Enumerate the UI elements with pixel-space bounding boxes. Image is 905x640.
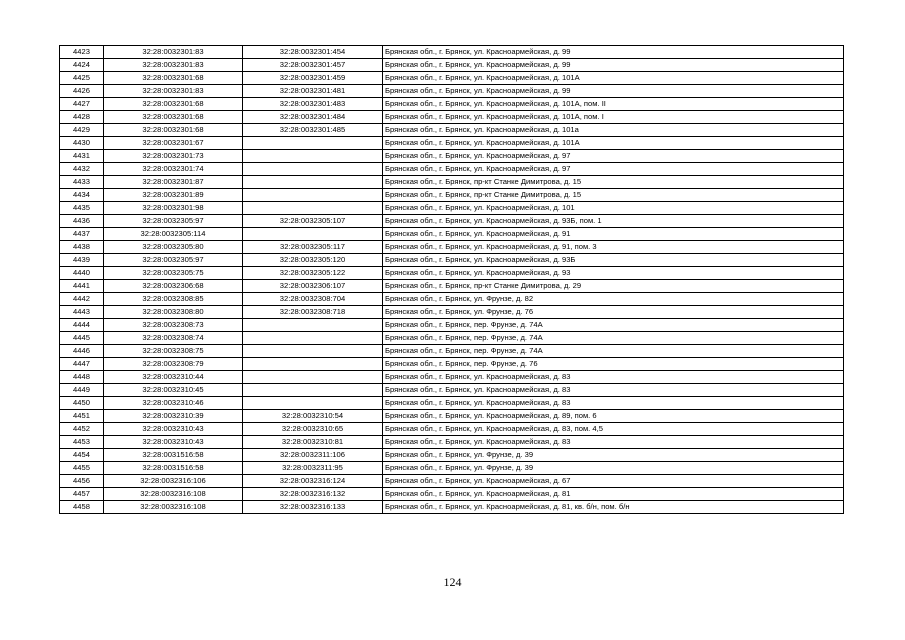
address-cell: Брянская обл., г. Брянск, ул. Фрунзе, д. 76 xyxy=(383,306,844,319)
land-cadastral-number-cell: 32:28:0032310:46 xyxy=(104,397,243,410)
object-cadastral-number-cell xyxy=(243,202,383,215)
address-cell: Брянская обл., г. Брянск, ул. Красноармейская, д. 83, пом. 4,5 xyxy=(383,423,844,436)
land-cadastral-number-cell: 32:28:0032301:67 xyxy=(104,137,243,150)
object-cadastral-number-cell: 32:28:0032301:483 xyxy=(243,98,383,111)
table-row xyxy=(60,423,844,436)
address-cell: Брянская обл., г. Брянск, ул. Фрунзе, д. 39 xyxy=(383,462,844,475)
land-cadastral-number-cell: 32:28:0032305:97 xyxy=(104,254,243,267)
row-number-cell: 4458 xyxy=(60,501,104,514)
table-row xyxy=(60,137,844,150)
land-cadastral-number-cell: 32:28:0032316:106 xyxy=(104,475,243,488)
row-number-cell: 4423 xyxy=(60,46,104,59)
row-number-cell: 4457 xyxy=(60,488,104,501)
address-cell: Брянская обл., г. Брянск, ул. Красноармейская, д. 99 xyxy=(383,46,844,59)
registry-table xyxy=(59,45,844,514)
address-cell: Брянская обл., г. Брянск, ул. Красноармейская, д. 101А, пом. I xyxy=(383,111,844,124)
object-cadastral-number-cell: 32:28:0032310:54 xyxy=(243,410,383,423)
object-cadastral-number-cell: 32:28:0032301:485 xyxy=(243,124,383,137)
table-row xyxy=(60,111,844,124)
land-cadastral-number-cell: 32:28:0032310:43 xyxy=(104,423,243,436)
land-cadastral-number-cell: 32:28:0032308:75 xyxy=(104,345,243,358)
address-cell: Брянская обл., г. Брянск, ул. Красноармейская, д. 83 xyxy=(383,371,844,384)
address-cell: Брянская обл., г. Брянск, ул. Красноармейская, д. 81, кв. б/н, пом. б/н xyxy=(383,501,844,514)
table-row xyxy=(60,384,844,397)
registry-table-body xyxy=(60,46,844,514)
row-number-cell: 4456 xyxy=(60,475,104,488)
object-cadastral-number-cell: 32:28:0032311:106 xyxy=(243,449,383,462)
table-row xyxy=(60,202,844,215)
table-row xyxy=(60,228,844,241)
row-number-cell: 4438 xyxy=(60,241,104,254)
row-number-cell: 4454 xyxy=(60,449,104,462)
object-cadastral-number-cell: 32:28:0032301:484 xyxy=(243,111,383,124)
row-number-cell: 4436 xyxy=(60,215,104,228)
table-row xyxy=(60,501,844,514)
table-row xyxy=(60,267,844,280)
address-cell: Брянская обл., г. Брянск, ул. Красноармейская, д. 83 xyxy=(383,436,844,449)
land-cadastral-number-cell: 32:28:0032301:68 xyxy=(104,124,243,137)
table-row xyxy=(60,72,844,85)
land-cadastral-number-cell: 32:28:0032308:79 xyxy=(104,358,243,371)
object-cadastral-number-cell: 32:28:0032305:120 xyxy=(243,254,383,267)
object-cadastral-number-cell xyxy=(243,137,383,150)
address-cell: Брянская обл., г. Брянск, пр-кт Станке Димитрова, д. 15 xyxy=(383,189,844,202)
object-cadastral-number-cell: 32:28:0032316:133 xyxy=(243,501,383,514)
page-number: 124 xyxy=(443,575,462,589)
land-cadastral-number-cell: 32:28:0031516:58 xyxy=(104,462,243,475)
row-number-cell: 4446 xyxy=(60,345,104,358)
object-cadastral-number-cell xyxy=(243,358,383,371)
object-cadastral-number-cell xyxy=(243,189,383,202)
land-cadastral-number-cell: 32:28:0032301:89 xyxy=(104,189,243,202)
object-cadastral-number-cell xyxy=(243,332,383,345)
table-row xyxy=(60,319,844,332)
table-row xyxy=(60,358,844,371)
table-row xyxy=(60,371,844,384)
row-number-cell: 4426 xyxy=(60,85,104,98)
table-row xyxy=(60,306,844,319)
object-cadastral-number-cell: 32:28:0032316:132 xyxy=(243,488,383,501)
row-number-cell: 4455 xyxy=(60,462,104,475)
table-row xyxy=(60,293,844,306)
table-row xyxy=(60,436,844,449)
table-row xyxy=(60,189,844,202)
land-cadastral-number-cell: 32:28:0032301:74 xyxy=(104,163,243,176)
row-number-cell: 4431 xyxy=(60,150,104,163)
table-row xyxy=(60,397,844,410)
table-row xyxy=(60,241,844,254)
object-cadastral-number-cell: 32:28:0032310:81 xyxy=(243,436,383,449)
land-cadastral-number-cell: 32:28:0032301:68 xyxy=(104,72,243,85)
table-row xyxy=(60,449,844,462)
address-cell: Брянская обл., г. Брянск, ул. Красноармейская, д. 93 xyxy=(383,267,844,280)
row-number-cell: 4434 xyxy=(60,189,104,202)
object-cadastral-number-cell xyxy=(243,228,383,241)
land-cadastral-number-cell: 32:28:0032316:108 xyxy=(104,488,243,501)
address-cell: Брянская обл., г. Брянск, пр-кт Станке Димитрова, д. 29 xyxy=(383,280,844,293)
land-cadastral-number-cell: 32:28:0032301:98 xyxy=(104,202,243,215)
row-number-cell: 4448 xyxy=(60,371,104,384)
address-cell: Брянская обл., г. Брянск, ул. Красноармейская, д. 81 xyxy=(383,488,844,501)
object-cadastral-number-cell xyxy=(243,319,383,332)
table-row xyxy=(60,124,844,137)
row-number-cell: 4450 xyxy=(60,397,104,410)
object-cadastral-number-cell xyxy=(243,397,383,410)
table-row xyxy=(60,46,844,59)
address-cell: Брянская обл., г. Брянск, ул. Красноармейская, д. 83 xyxy=(383,384,844,397)
address-cell: Брянская обл., г. Брянск, ул. Красноармейская, д. 101 xyxy=(383,202,844,215)
land-cadastral-number-cell: 32:28:0032308:85 xyxy=(104,293,243,306)
object-cadastral-number-cell: 32:28:0032305:122 xyxy=(243,267,383,280)
row-number-cell: 4453 xyxy=(60,436,104,449)
land-cadastral-number-cell: 32:28:0032310:45 xyxy=(104,384,243,397)
address-cell: Брянская обл., г. Брянск, пер. Фрунзе, д. 74А xyxy=(383,319,844,332)
land-cadastral-number-cell: 32:28:0032301:87 xyxy=(104,176,243,189)
row-number-cell: 4429 xyxy=(60,124,104,137)
object-cadastral-number-cell: 32:28:0032301:481 xyxy=(243,85,383,98)
address-cell: Брянская обл., г. Брянск, пер. Фрунзе, д. 76 xyxy=(383,358,844,371)
row-number-cell: 4432 xyxy=(60,163,104,176)
row-number-cell: 4451 xyxy=(60,410,104,423)
address-cell: Брянская обл., г. Брянск, ул. Красноармейская, д. 83 xyxy=(383,397,844,410)
object-cadastral-number-cell xyxy=(243,371,383,384)
row-number-cell: 4439 xyxy=(60,254,104,267)
address-cell: Брянская обл., г. Брянск, ул. Красноармейская, д. 91 xyxy=(383,228,844,241)
object-cadastral-number-cell: 32:28:0032306:107 xyxy=(243,280,383,293)
object-cadastral-number-cell xyxy=(243,176,383,189)
land-cadastral-number-cell: 32:28:0032316:108 xyxy=(104,501,243,514)
address-cell: Брянская обл., г. Брянск, ул. Красноармейская, д. 67 xyxy=(383,475,844,488)
land-cadastral-number-cell: 32:28:0032305:97 xyxy=(104,215,243,228)
address-cell: Брянская обл., г. Брянск, ул. Красноармейская, д. 101А, пом. II xyxy=(383,98,844,111)
land-cadastral-number-cell: 32:28:0032301:83 xyxy=(104,46,243,59)
table-row xyxy=(60,85,844,98)
row-number-cell: 4430 xyxy=(60,137,104,150)
address-cell: Брянская обл., г. Брянск, пр-кт Станке Димитрова, д. 15 xyxy=(383,176,844,189)
land-cadastral-number-cell: 32:28:0032305:80 xyxy=(104,241,243,254)
object-cadastral-number-cell: 32:28:0032301:457 xyxy=(243,59,383,72)
row-number-cell: 4441 xyxy=(60,280,104,293)
row-number-cell: 4424 xyxy=(60,59,104,72)
table-row xyxy=(60,163,844,176)
land-cadastral-number-cell: 32:28:0032305:75 xyxy=(104,267,243,280)
address-cell: Брянская обл., г. Брянск, пер. Фрунзе, д. 74А xyxy=(383,345,844,358)
row-number-cell: 4442 xyxy=(60,293,104,306)
address-cell: Брянская обл., г. Брянск, ул. Красноармейская, д. 101А xyxy=(383,72,844,85)
table-row xyxy=(60,150,844,163)
land-cadastral-number-cell: 32:28:0032301:73 xyxy=(104,150,243,163)
address-cell: Брянская обл., г. Брянск, ул. Красноармейская, д. 93Б xyxy=(383,254,844,267)
address-cell: Брянская обл., г. Брянск, ул. Красноармейская, д. 89, пом. 6 xyxy=(383,410,844,423)
row-number-cell: 4440 xyxy=(60,267,104,280)
table-row xyxy=(60,98,844,111)
object-cadastral-number-cell: 32:28:0032305:107 xyxy=(243,215,383,228)
address-cell: Брянская обл., г. Брянск, ул. Фрунзе, д. 82 xyxy=(383,293,844,306)
table-row xyxy=(60,59,844,72)
table-row xyxy=(60,488,844,501)
table-row xyxy=(60,215,844,228)
land-cadastral-number-cell: 32:28:0032308:80 xyxy=(104,306,243,319)
address-cell: Брянская обл., г. Брянск, пер. Фрунзе, д. 74А xyxy=(383,332,844,345)
object-cadastral-number-cell: 32:28:0032316:124 xyxy=(243,475,383,488)
address-cell: Брянская обл., г. Брянск, ул. Фрунзе, д. 39 xyxy=(383,449,844,462)
row-number-cell: 4428 xyxy=(60,111,104,124)
land-cadastral-number-cell: 32:28:0032308:74 xyxy=(104,332,243,345)
table-row xyxy=(60,410,844,423)
table-row xyxy=(60,475,844,488)
object-cadastral-number-cell: 32:28:0032301:459 xyxy=(243,72,383,85)
row-number-cell: 4449 xyxy=(60,384,104,397)
land-cadastral-number-cell: 32:28:0032310:43 xyxy=(104,436,243,449)
table-row xyxy=(60,332,844,345)
object-cadastral-number-cell: 32:28:0032308:704 xyxy=(243,293,383,306)
address-cell: Брянская обл., г. Брянск, ул. Красноармейская, д. 99 xyxy=(383,85,844,98)
object-cadastral-number-cell xyxy=(243,163,383,176)
row-number-cell: 4433 xyxy=(60,176,104,189)
row-number-cell: 4452 xyxy=(60,423,104,436)
object-cadastral-number-cell: 32:28:0032308:718 xyxy=(243,306,383,319)
land-cadastral-number-cell: 32:28:0032310:39 xyxy=(104,410,243,423)
object-cadastral-number-cell: 32:28:0032301:454 xyxy=(243,46,383,59)
row-number-cell: 4445 xyxy=(60,332,104,345)
address-cell: Брянская обл., г. Брянск, ул. Красноармейская, д. 99 xyxy=(383,59,844,72)
row-number-cell: 4437 xyxy=(60,228,104,241)
land-cadastral-number-cell: 32:28:0032305:114 xyxy=(104,228,243,241)
address-cell: Брянская обл., г. Брянск, ул. Красноармейская, д. 101А xyxy=(383,137,844,150)
address-cell: Брянская обл., г. Брянск, ул. Красноармейская, д. 91, пом. 3 xyxy=(383,241,844,254)
object-cadastral-number-cell xyxy=(243,345,383,358)
table-row xyxy=(60,280,844,293)
land-cadastral-number-cell: 32:28:0032306:68 xyxy=(104,280,243,293)
land-cadastral-number-cell: 32:28:0032301:83 xyxy=(104,85,243,98)
object-cadastral-number-cell xyxy=(243,150,383,163)
row-number-cell: 4435 xyxy=(60,202,104,215)
row-number-cell: 4443 xyxy=(60,306,104,319)
table-row xyxy=(60,345,844,358)
address-cell: Брянская обл., г. Брянск, ул. Красноармейская, д. 97 xyxy=(383,163,844,176)
address-cell: Брянская обл., г. Брянск, ул. Красноармейская, д. 93Б, пом. 1 xyxy=(383,215,844,228)
table-row xyxy=(60,254,844,267)
land-cadastral-number-cell: 32:28:0031516:58 xyxy=(104,449,243,462)
object-cadastral-number-cell: 32:28:0032310:65 xyxy=(243,423,383,436)
table-row xyxy=(60,462,844,475)
table-row xyxy=(60,176,844,189)
object-cadastral-number-cell: 32:28:0032305:117 xyxy=(243,241,383,254)
object-cadastral-number-cell: 32:28:0032311:95 xyxy=(243,462,383,475)
row-number-cell: 4444 xyxy=(60,319,104,332)
address-cell: Брянская обл., г. Брянск, ул. Красноармейская, д. 97 xyxy=(383,150,844,163)
land-cadastral-number-cell: 32:28:0032301:68 xyxy=(104,98,243,111)
land-cadastral-number-cell: 32:28:0032310:44 xyxy=(104,371,243,384)
land-cadastral-number-cell: 32:28:0032301:83 xyxy=(104,59,243,72)
row-number-cell: 4425 xyxy=(60,72,104,85)
land-cadastral-number-cell: 32:28:0032301:68 xyxy=(104,111,243,124)
object-cadastral-number-cell xyxy=(243,384,383,397)
row-number-cell: 4427 xyxy=(60,98,104,111)
row-number-cell: 4447 xyxy=(60,358,104,371)
address-cell: Брянская обл., г. Брянск, ул. Красноармейская, д. 101а xyxy=(383,124,844,137)
land-cadastral-number-cell: 32:28:0032308:73 xyxy=(104,319,243,332)
